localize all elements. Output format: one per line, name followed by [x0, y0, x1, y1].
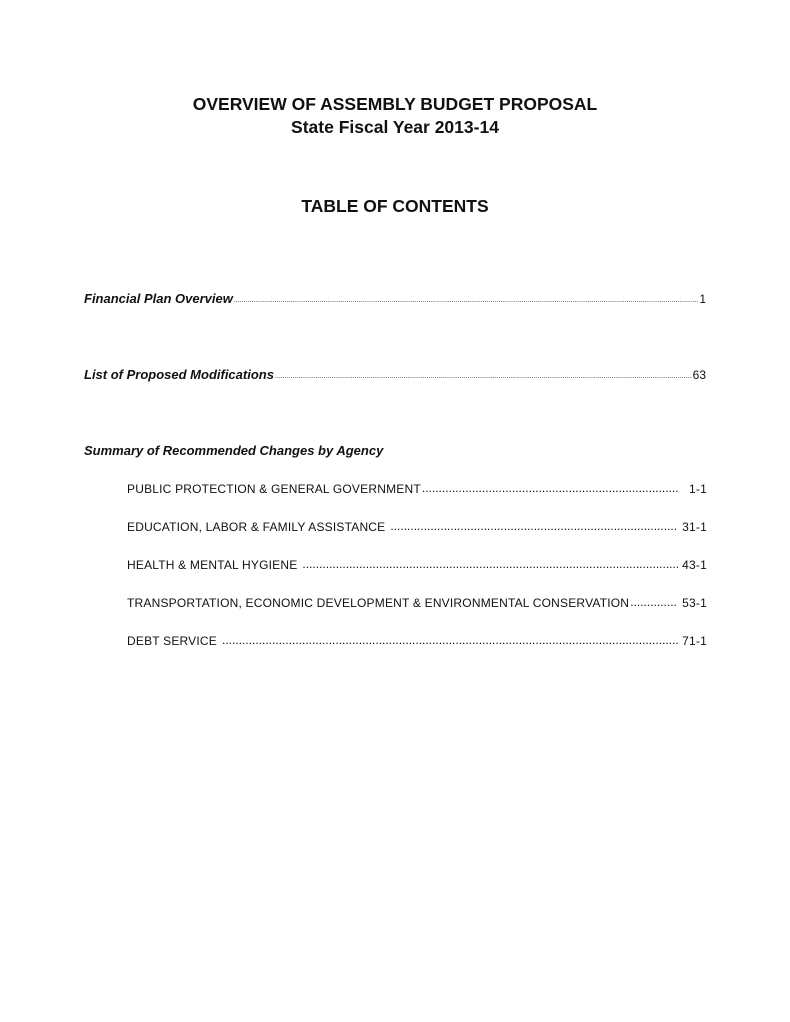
- toc-entry-education-labor[interactable]: [127, 520, 707, 534]
- title-line-2: State Fiscal Year 2013-14: [291, 117, 499, 137]
- dot-leader: [630, 595, 678, 609]
- toc-entry-health-mental-hygiene[interactable]: [127, 558, 707, 572]
- toc-entry-label: TRANSPORTATION, ECONOMIC DEVELOPMENT & ENVIRONMENTAL CONSERVATION: [127, 596, 630, 610]
- toc-entry-label: HEALTH & MENTAL HYGIENE: [127, 558, 298, 572]
- title-line-1: OVERVIEW OF ASSEMBLY BUDGET PROPOSAL: [192, 94, 598, 114]
- dot-leader: [234, 297, 698, 304]
- toc-entry-page: 43-1: [682, 558, 707, 572]
- toc-entry-page: 71-1: [682, 634, 707, 648]
- toc-entry-list-of-proposed-modifications[interactable]: [84, 367, 706, 382]
- dot-leader: [275, 373, 692, 380]
- toc-entry-label: EDUCATION, LABOR & FAMILY ASSISTANCE: [127, 520, 386, 534]
- toc-entry-label: Financial Plan Overview: [84, 291, 233, 306]
- toc-entry-label: DEBT SERVICE: [127, 634, 217, 648]
- toc-entry-label: PUBLIC PROTECTION & GENERAL GOVERNMENT: [127, 482, 421, 496]
- toc-entry-page: 63: [692, 368, 706, 382]
- toc-entry-financial-plan-overview[interactable]: [84, 291, 706, 306]
- dot-leader: [222, 633, 678, 647]
- toc-entry-page: 53-1: [682, 596, 707, 610]
- toc-heading: TABLE OF CONTENTS: [301, 196, 489, 216]
- toc-entry-transportation-economic-development[interactable]: [127, 596, 707, 610]
- document-title: [0, 93, 790, 139]
- toc-entry-page: 1: [699, 292, 706, 306]
- toc-entry-page: 31-1: [682, 520, 707, 534]
- dot-leader: [302, 557, 678, 571]
- dot-leader: [422, 481, 678, 495]
- dot-leader: [390, 519, 678, 533]
- toc-entry-debt-service[interactable]: [127, 634, 707, 648]
- toc-entry-page: 1-1: [689, 482, 707, 496]
- toc-entry-public-protection[interactable]: [127, 482, 707, 496]
- toc-entry-label: List of Proposed Modifications: [84, 367, 274, 382]
- section-heading-agency-summary: Summary of Recommended Changes by Agency: [84, 443, 384, 458]
